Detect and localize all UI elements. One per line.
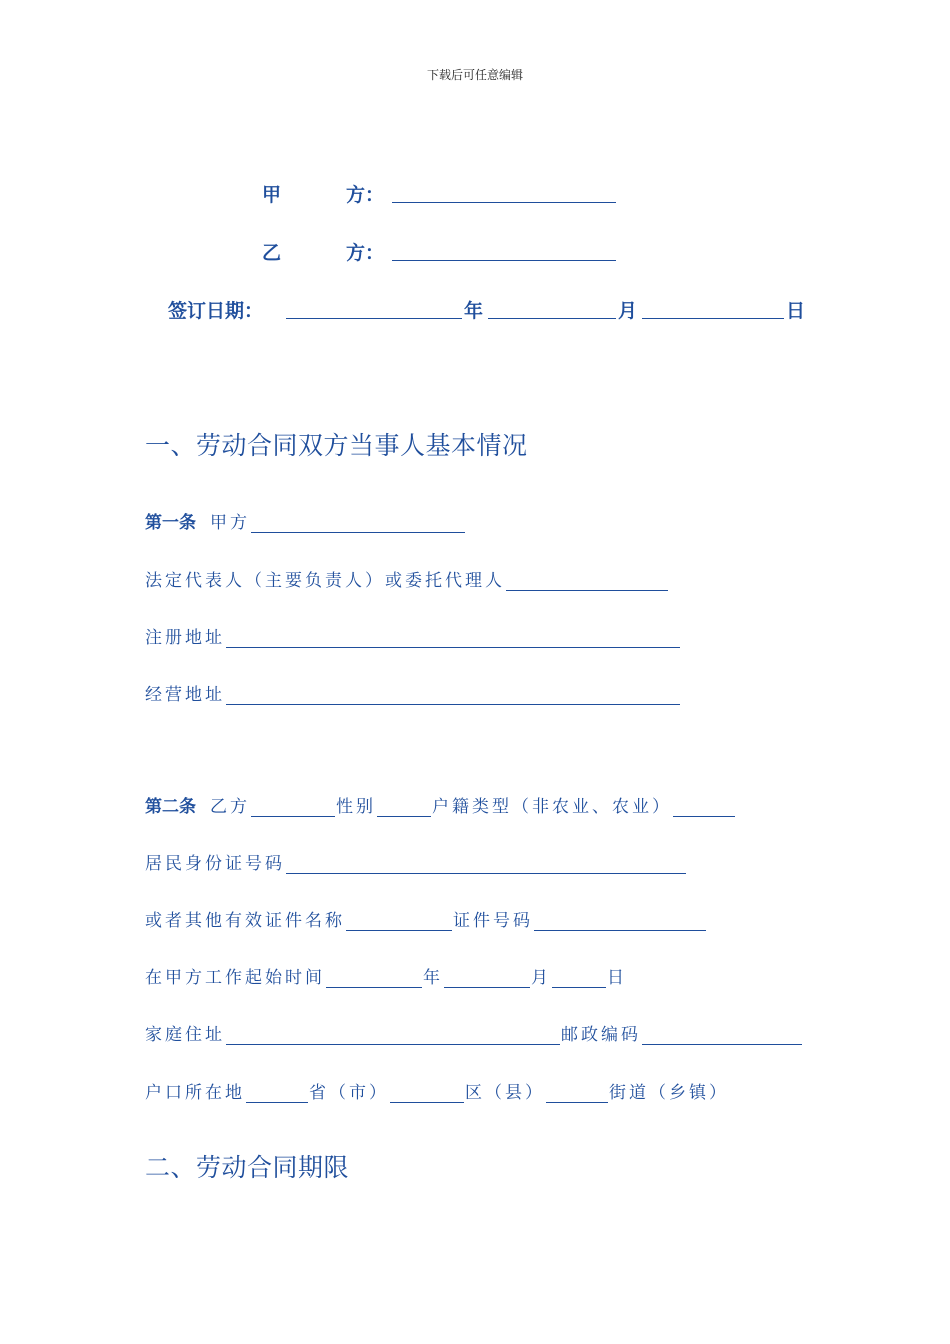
article-2-party-label: 乙方 xyxy=(210,797,250,817)
hukou-loc-label: 户口所在地 xyxy=(145,1083,245,1103)
hukou-type-field[interactable] xyxy=(673,798,735,817)
street-field[interactable] xyxy=(546,1084,608,1103)
reg-addr-label: 注册地址 xyxy=(145,628,225,648)
cert-no-field[interactable] xyxy=(534,912,706,931)
section-1-title: 一、劳动合同双方当事人基本情况 xyxy=(145,431,528,460)
hukou-type-label: 户籍类型（非农业、农业） xyxy=(432,797,672,817)
home-addr-label: 家庭住址 xyxy=(145,1025,225,1045)
start-day-label: 日 xyxy=(607,968,627,988)
legal-rep-field[interactable] xyxy=(506,572,668,591)
start-month-field[interactable] xyxy=(444,969,530,988)
id-no-line xyxy=(145,849,687,874)
start-year-field[interactable] xyxy=(326,969,422,988)
id-no-field[interactable] xyxy=(286,855,686,874)
street-label: 街道（乡镇） xyxy=(609,1083,729,1103)
biz-addr-label: 经营地址 xyxy=(145,685,225,705)
sign-month-label: 月 xyxy=(618,300,638,322)
party-b-field[interactable] xyxy=(392,260,616,261)
reg-addr-field[interactable] xyxy=(226,629,680,648)
sign-day-field[interactable] xyxy=(642,318,784,319)
start-time-line xyxy=(145,963,627,988)
id-no-label: 居民身份证号码 xyxy=(145,854,285,874)
party-b-char2: 方： xyxy=(346,242,385,264)
article-1-party-label: 甲方 xyxy=(210,513,250,533)
article-2-line xyxy=(145,792,736,817)
sign-day-label: 日 xyxy=(786,300,806,322)
page-header: 下载后可任意编辑 xyxy=(426,68,523,82)
start-day-field[interactable] xyxy=(552,969,606,988)
legal-rep-label: 法定代表人（主要负责人）或委托代理人 xyxy=(145,571,505,591)
cert-no-label: 证件号码 xyxy=(453,911,533,931)
province-field[interactable] xyxy=(246,1084,308,1103)
party-b-name-field[interactable] xyxy=(251,798,335,817)
reg-addr-line xyxy=(145,623,681,648)
sign-year-label: 年 xyxy=(464,300,484,322)
article-2-label: 第二条 xyxy=(145,797,196,817)
sign-date-label: 签订日期： xyxy=(168,300,264,322)
province-label: 省（市） xyxy=(309,1083,389,1103)
home-addr-line xyxy=(145,1020,803,1045)
other-cert-line xyxy=(145,906,707,931)
postcode-label: 邮政编码 xyxy=(561,1025,641,1045)
start-time-label: 在甲方工作起始时间 xyxy=(145,968,325,988)
section-2-title: 二、劳动合同期限 xyxy=(145,1153,350,1182)
party-a-field[interactable] xyxy=(392,202,616,203)
article-1-line xyxy=(145,508,466,533)
biz-addr-line xyxy=(145,680,681,705)
hukou-loc-line xyxy=(145,1078,729,1103)
other-cert-field[interactable] xyxy=(346,912,452,931)
start-month-label: 月 xyxy=(531,968,551,988)
party-b-char1: 乙 xyxy=(262,242,282,264)
sign-year-field[interactable] xyxy=(286,318,462,319)
article-1-label: 第一条 xyxy=(145,513,196,533)
other-cert-label: 或者其他有效证件名称 xyxy=(145,911,345,931)
party-a-char1: 甲 xyxy=(262,184,282,206)
biz-addr-field[interactable] xyxy=(226,686,680,705)
legal-rep-line xyxy=(145,566,669,591)
district-label: 区（县） xyxy=(465,1083,545,1103)
sign-month-field[interactable] xyxy=(488,318,616,319)
postcode-field[interactable] xyxy=(642,1026,802,1045)
start-year-label: 年 xyxy=(423,968,443,988)
party-a-name-field[interactable] xyxy=(251,514,465,533)
party-a-char2: 方： xyxy=(346,184,385,206)
gender-field[interactable] xyxy=(377,798,431,817)
home-addr-field[interactable] xyxy=(226,1026,560,1045)
gender-label: 性别 xyxy=(336,797,376,817)
district-field[interactable] xyxy=(390,1084,464,1103)
